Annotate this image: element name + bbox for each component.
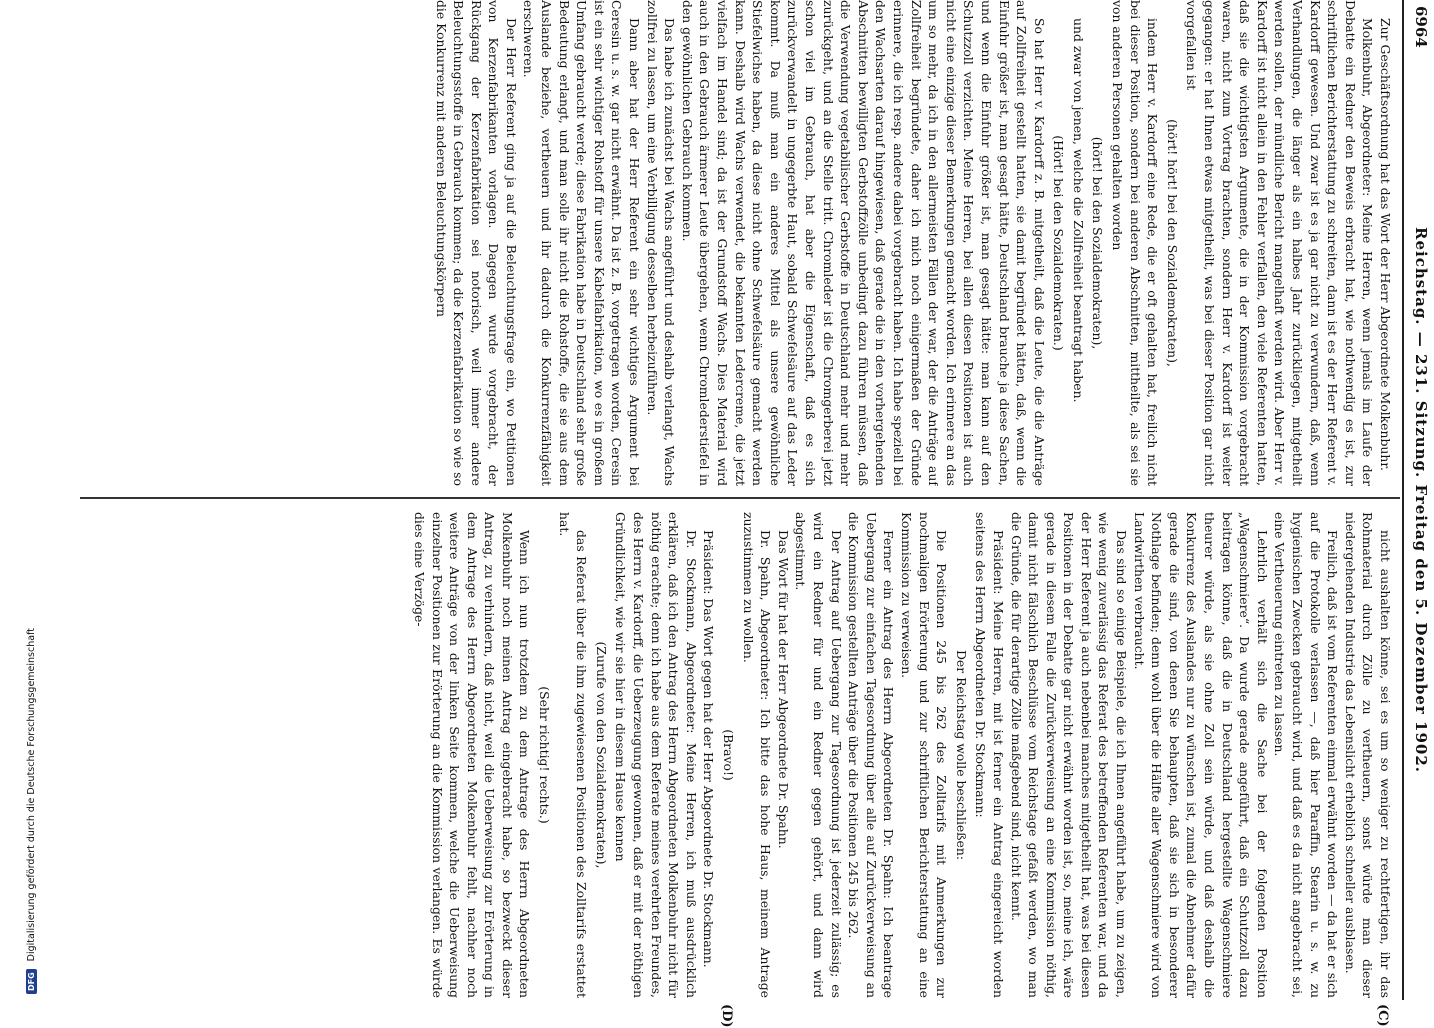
paragraph: Der Antrag auf Uebergang zur Tagesordnung ist jederzeit zulässig; es wird ein Redner für und ein Redner gegen gehört, und dann wird abgestimmt.: [793, 512, 844, 998]
page-header: [1400, 0, 1434, 1000]
right-column: [84, 512, 1394, 998]
paragraph: nicht aushalten könne, sei es um so weniger zu rechtfertigen, ihr das Rohmaterial durch Zölle zu vertheuern, sonst würde man dieser niedergehenden Industrie das Lebenslicht erheblich schneller ausblasen.: [1342, 512, 1393, 998]
paragraph: Ferner ein Antrag des Herrn Abgeordneten Dr. Spahn: Ich beantrage Uebergang zur einfachen Tagesordnung über alle auf Zurückverweisung an die Kommission gestellten Anträge über die Positionen 245 bis 262.: [846, 512, 897, 998]
paragraph: indem Herr v. Kardorff eine Rede, die er oft gehalten hat, freilich nicht bei dieser Position, sondern bei anderen Abschnitten, mittheilte, als sei sie von anderen Personen gehalten worden: [1110, 0, 1161, 486]
side-strip: [0, 0, 22, 1000]
column-divider: [80, 497, 1400, 499]
interjection: Der Reichstag wolle beschließen:: [953, 649, 969, 861]
paragraph: Molkenbuhr, Abgeordneter: Meine Herren, wenn jemals im Laufe der Debatte ein Redner den Beweis erbracht hat, wie nothwendig es ist, zur schriftlichen Berichterstattung zu schreiten, dann ist es der Herr Referent v. Kardorff gewesen. Und zwar ist es ja gar nicht zu verwundern, daß, wenn Verhandlungen, die länger als ein halbes Jahr zurückliegen, mitgetheilt werden sollen, der mündliche Bericht mangelhaft werden wird. Aber Herr v. Kardorff ist nicht allein in den Fehler verfallen, den viele Referenten hatten, daß sie die wichtigsten Argumente, die in der Kommission vorgebracht waren, nicht zum Vortrag brachten, sondern Herr v. Kardorff ist weiter gegangen: er hat Ihnen etwas mitgetheilt, was bei dieser Position gar nicht vorgefallen ist: [1184, 0, 1376, 486]
paragraph: Das sind so einige Beispiele, die ich Ihnen angeführt habe, um zu zeigen, wie wenig zuverlässig das Referat des betreffenden Referenten war, und da der Herr Referent ja auch nebenbei manches mitgetheilt hat, was bei diesen Positionen in der Debatte gar nicht erwähnt worden ist, so, meine ich, wäre gerade in diesem Falle die Zurückverweisung an eine Kommission nöthig, damit nicht fälschlich Beschlüsse vom Reichstage gefaßt werden, wo man die Gründe, die für derartige Zölle maßgebend sind, nicht kennt.: [1008, 512, 1130, 998]
paragraph: Wenn ich nun trotzdem zu dem Antrage des Herrn Abgeordneten Molkenbuhr noch meinen Antrag eingebracht habe, so bezweckt dieser Antrag, zu verhindern, daß nicht, weil die Ueberweisung zur Erörterung in dem Antrage des Herrn Abgeordneten Molkenbuhr fehlt, nachher noch weitere Anträge von der linken Seite kommen, welche die Ueberweisung einzelner Positionen zur Erörterung an die Kommission verlangen. Es würde dies eine Verzöge-: [411, 512, 533, 998]
header-rule: [1402, 0, 1404, 1000]
paragraph: Dr. Stockmann, Abgeordneter: Meine Herren, ich muß ausdrücklich erklären, daß ich den Antrag des Herrn Abgeordneten Molkenbuhr nicht für nöthig erachte; denn ich habe aus dem Referate meines verehrten Freundes, des Herrn v. Kardorff, die Ueberzeugung gewonnen, daß er mit der nöthigen Gründlichkeit, wie wir sie hier in diesem Hause kennen: [613, 512, 699, 998]
paragraph: und zwar von jenen, welche die Zollfreiheit beantragt haben.: [1070, 18, 1086, 403]
paragraph: Zur Geschäftsordnung hat das Wort der Herr Abgeordnete Molkenbuhr.: [1378, 18, 1393, 471]
paragraph: Der Herr Referent ging ja auf die Beleuchtungsfrage ein, wo Petitionen von Kerzenfabrikanten vorlagen. Dagegen wurde vorgebracht, der Rückgang der Kerzenfabrikation sei notorisch, weil immer andere Beleuchtungsstoffe in Gebrauch kommen; da die Kerzenfabrikation so wie so die Konkurrenz mit anderen Beleuchtungskörpern: [433, 0, 519, 486]
digitization-note: [21, 2, 41, 1000]
paragraph: So hat Herr v. Kardorff z. B. mitgetheilt, daß die Leute, die die Anträge auf Zollfreiheit gestellt hatten, sie damit begründet hätten, daß, wenn die Einfuhr größer ist, man gesagt hätte, Deutschland brauche ja diese Sachen, und wenn die Einfuhr größer ist, man gesagt hätte: man kann auf den Schutzzoll verzichten. Meine Herren, bei allen diesen Positionen ist auch nicht eine einzige dieser Bemerkungen gemacht worden. Ich erinnere an das um so mehr, da ich in den allermeisten Fällen der war, der die Anträge auf Zollfreiheit begründete, daher ich mich noch einigermaßen der Gründe erinnere, die ich resp. andere dabei vorgebracht haben. Ich habe speziell bei den Wachsarten darauf hingewiesen, daß gerade die in den vorhergehenden Abschnitten bewilligten Gerbstoffzölle unbedingt dazu führen müssen, daß die Verwendung vegetabilischer Gerbstoffe in Deutschland mehr und mehr zurückgeht, und an die Stelle tritt. Chromleder ist die Chromgerberei jetzt schon viel im Gebrauch, hat aber die Eigenschaft, daß es sich zurückverwandelt in ungegerbte Haut, sobald Schwefelsäure auf das Leder kommt. Da muß man ein anderes Mittel als unsere gewöhnliche Stiefelwichse haben, da diese nicht ohne Schwefelsäure gemacht werden kann. Deshalb wird Wachs verwendet, die bekannten Ledercreme, die jetzt vielfach im Handel sind; da ist der Grundstoff Wachs. Dies Material wird auch in den Gebrauch ärmerer Leute übergehen, wenn Chromlederstiefel in den gewöhnlichen Gebrauch kommen.: [679, 0, 1047, 486]
page-number: 6964: [1412, 6, 1430, 48]
paragraph: Präsident: Meine Herren, mit ist ferner ein Antrag eingereicht worden seitens des Herrn Abgeordneten Dr. Stockmann:: [973, 512, 1006, 998]
left-column: [84, 0, 1394, 486]
paragraph: Das habe ich zunächst bei Wachs angeführt und deshalb verlangt, Wachs zollfrei zu lassen, um eine Verbilligung desselben herbeizuführen.: [644, 0, 678, 486]
margin-letter-d: (D): [719, 1004, 734, 1028]
dfg-logo: DFG: [26, 969, 37, 994]
paragraph: Die Positionen 245 bis 262 des Zolltarifs mit Anmerkungen zur nochmaligen Erörterung und zur schriftlichen Berichterstattung an eine Kommission zu verweisen.: [898, 512, 950, 998]
paragraph: Freilich, daß ist vom Referenten einmal erwähnt worden — da hat er sich auf die Protokolle verlassen —, daß hier Paraffin, Stearin u. s. w. zu hygienischen Zwecken gebraucht wird, und daß es da nicht angebracht sei, eine Vertheuerung eintreten zu lassen.: [1272, 512, 1341, 998]
page-title: Reichstag. — 231. Sitzung. Freitag den 5. Dezember 1902.: [1412, 226, 1430, 773]
digitization-note-text: Digitalisierung gefördert durch die Deutsche Forschungsgemeinschaft: [25, 628, 37, 962]
margin-letter-c: (C): [1375, 1004, 1390, 1027]
document-page: [44, 0, 1434, 1028]
paragraph: Präsident: Das Wort gegen hat der Herr Abgeordnete Dr. Stockmann.: [701, 530, 717, 968]
interjection: (hört! bei den Sozialdemokraten),: [1090, 136, 1106, 350]
paragraph: Lehrlich verhält sich die Sache bei der folgenden Position „Wagenschmiere“. Da wurde gerade angeführt, daß ein Schutzzoll dazu beitragen könne, daß die in Deutschland hergestellte Wagenschmiere theurer würde, als sie ohne Zoll sein würde, und daß deshalb die Konkurrenz des Auslandes nur zu wünschen ist, zumal die Abnehmer dafür gerade die sind, von denen Sie behaupten, daß sie sich in besonderer Nothlage befinden; denn wohl über die Hälfte aller Wagenschmiere wird von Landwirthen verbraucht.: [1131, 512, 1270, 998]
interjection: (Sehr richtig! rechts.): [537, 686, 553, 824]
interjection: (Bravo!): [721, 729, 737, 781]
interjection: (Zurufe von den Sozialdemokraten),: [593, 641, 609, 869]
paragraph: das Referat über die ihm zugewiesenen Positionen des Zolltarifs erstattet hat.: [556, 512, 590, 998]
paragraph: Dr. Spahn, Abgeordneter: Ich bitte das hohe Haus, meinem Antrage zuzustimmen zu wollen.: [740, 512, 774, 998]
interjection: (hört! hört! bei den Sozialdemokraten),: [1164, 119, 1180, 367]
paragraph: Das Wort für hat der Herr Abgeordnete Dr. Spahn.: [775, 530, 791, 849]
interjection: (Hört! bei den Sozialdemokraten.): [1051, 135, 1067, 351]
paragraph: Dann aber hat der Herr Referent ein sehr wichtiges Argument bei Ceresin u. s. w. gar nicht erwähnt. Da ist z. B. vorgetragen worden, Ceresin ist ein sehr wichtiger Rohstoff für unsere Kabelfabrikation, wo es in großem Umfang gebraucht werde; diese Fabrikation habe in Deutschland sehr große Bedeutung erlangt, und man solle ihr nicht die Rohstoffe, die sie aus dem Auslande beziehe, vertheuern und ihr dadurch die Konkurrenzfähigkeit erschweren.: [521, 0, 643, 486]
